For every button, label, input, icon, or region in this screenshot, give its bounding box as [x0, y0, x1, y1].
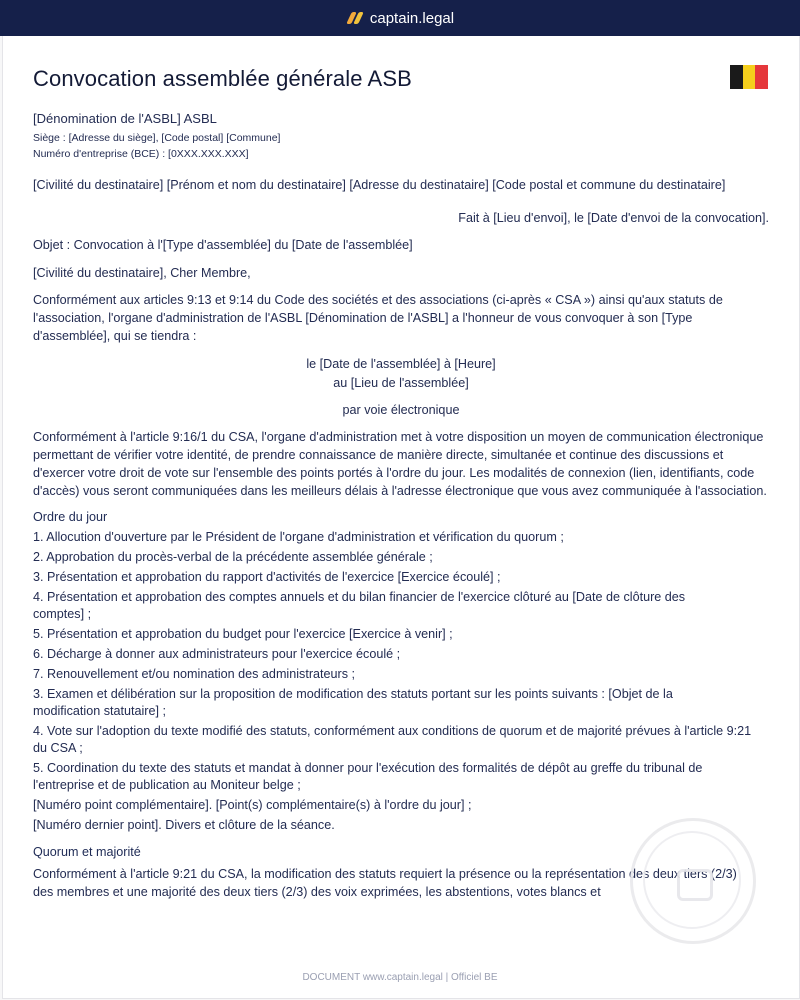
page-footer: DOCUMENT www.captain.legal | Officiel BE — [302, 972, 498, 983]
meeting-date-time: le [Date de l'assemblée] à [Heure] — [306, 357, 496, 371]
agenda-item: 5. Coordination du texte des statuts et mandat à donner pour l'exécution des formalités de dépôt au greffe du tribunal de l'entreprise et de publication au Moniteur belge ; — [33, 761, 703, 792]
agenda-item: [Numéro point complémentaire]. [Point(s) complémentaire(s) à l'ordre du jour] ; — [33, 798, 472, 812]
document-body — [33, 110, 769, 901]
agenda-list — [33, 529, 752, 834]
agenda-item: [Numéro dernier point]. Divers et clôture de la séance. — [33, 818, 335, 832]
thumbs-up-icon — [677, 869, 713, 901]
place-date: Fait à [Lieu d'envoi], le [Date d'envoi de la convocation]. — [458, 211, 769, 225]
agenda-item: 6. Décharge à donner aux administrateurs pour l'exercice écoulé ; — [33, 647, 401, 661]
agenda-item: 7. Renouvellement et/ou nomination des administrateurs ; — [33, 667, 356, 681]
agenda-item: 3. Présentation et approbation du rapport d'activités de l'exercice [Exercice écoulé] ; — [33, 570, 501, 584]
association-name: [Dénomination de l'ASBL] ASBL — [33, 111, 217, 126]
meeting-mode: par voie électronique — [342, 403, 460, 417]
association-seat: Siège : [Adresse du siège], [Code postal] [Commune] — [33, 132, 281, 144]
quorum-title: Quorum et majorité — [33, 845, 141, 859]
agenda-item: 1. Allocution d'ouverture par le Président de l'organe d'administration et vérification du quorum ; — [33, 530, 564, 544]
top-bar — [0, 0, 800, 36]
brand-logo-icon — [346, 12, 362, 24]
belgium-flag-icon — [730, 65, 768, 89]
meeting-location: au [Lieu de l'assemblée] — [333, 376, 469, 390]
document-title: Convocation assemblée générale ASB — [33, 66, 412, 91]
agenda-item: 3. Examen et délibération sur la proposition de modification des statuts portant sur les points suivants : [Objet de la modification statutaire] ; — [33, 687, 673, 718]
quorum-paragraph: Conformément à l'article 9:21 du CSA, la modification des statuts requiert la présence ou la représentation des deux tiers (2/3) des membres et une majorité des deux tiers (2/3) des voix exprimées, les abstentions, votes blancs et — [33, 867, 737, 899]
agenda-item: 5. Présentation et approbation du budget pour l'exercice [Exercice à venir] ; — [33, 627, 453, 641]
intro-paragraph: Conformément aux articles 9:13 et 9:14 du Code des sociétés et des associations (ci-après « CSA ») ainsi qu'aux statuts de l'association, l'organe d'administration de l'ASBL [Dénomination de l'ASBL] a l'honneur de vous convoquer à son [Type d'assemblée], qui se tiendra : — [33, 293, 723, 343]
agenda-item: 4. Présentation et approbation des comptes annuels et du bilan financier de l'exercice clôturé au [Date de clôture des comptes] ; — [33, 590, 686, 621]
brand-name[interactable]: captain.legal — [369, 9, 455, 27]
salutation: [Civilité du destinataire], Cher Membre, — [33, 266, 251, 280]
agenda-item: 4. Vote sur l'adoption du texte modifié des statuts, conformément aux conditions de quorum et de majorité prévues à l'article 9:21 du CSA ; — [33, 724, 752, 755]
certified-stamp-icon — [630, 818, 756, 944]
agenda-title: Ordre du jour — [33, 510, 108, 524]
electronic-paragraph: Conformément à l'article 9:16/1 du CSA, l'organe d'administration met à votre disposition un moyen de communication électronique permettant de vérifier votre identité, de prendre connaissance de manière directe, simultanée et continue des discussions et d'exercer votre droit de vote sur l'ensemble des points portés à l'ordre du jour. Les modalités de connexion (lien, identifiants, code d'accès) vous seront communiquées dans les meilleurs délais à l'adresse électronique que vous avez communiquée à l'association. — [33, 430, 767, 498]
agenda-item: 2. Approbation du procès-verbal de la précédente assemblée générale ; — [33, 550, 433, 564]
company-number: Numéro d'entreprise (BCE) : [0XXX.XXX.XXX] — [33, 148, 249, 160]
recipient-address: [Civilité du destinataire] [Prénom et nom du destinataire] [Adresse du destinataire] [Code postal et commune du destinataire] — [33, 178, 726, 192]
subject-line: Objet : Convocation à l'[Type d'assemblée] du [Date de l'assemblée] — [33, 238, 413, 252]
